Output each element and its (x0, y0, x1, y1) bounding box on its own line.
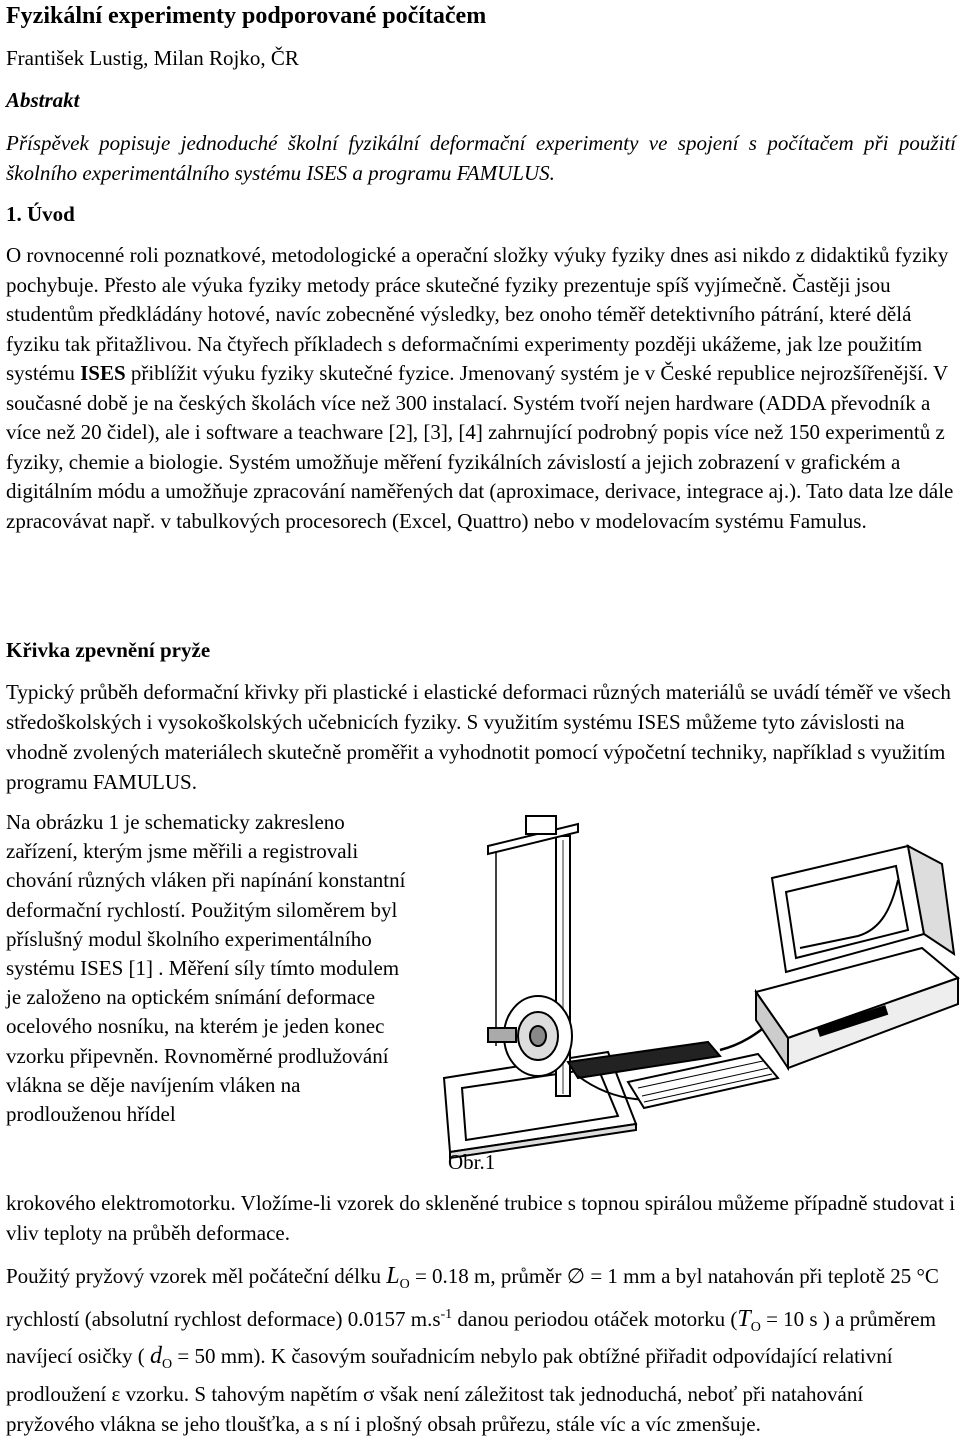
symbol-l: L (386, 1263, 400, 1289)
sample-text-4: danou periodou otáček motorku ( (452, 1306, 738, 1331)
paper-title: Fyzikální experimenty podporované počítačem (6, 3, 487, 29)
sample-text-3: = 1 mm a byl natahován při teplotě 25 °C rychlostí (absolutní rychlost deformace) 0.0157 m.s (6, 1264, 939, 1331)
section-heading-uvod: 1. Úvod (6, 202, 75, 226)
intro-paragraph (6, 241, 956, 536)
sample-text-6: = 50 mm). K časovým souřadnicím nebylo pak obtížné přiřadit odpovídající relativní prodloužení ε vzorku. S tahovým napětím σ však není záležitost tak jednoduchá, neboť při natahování pryžového vlákna se jeho tloušťka, a s ní i plošný obsah průřezu, stále víc a víc zmenšuje. (6, 1344, 893, 1436)
subscript-o: O (750, 1319, 761, 1335)
sample-text-2: = 0.18 m, průměr (409, 1264, 567, 1288)
figure-caption: Obr.1 (448, 1150, 496, 1174)
figure-continuation-text: krokového elektromotorku. Vložíme-li vzorek do skleněné trubice s topnou spirálou můžeme případně studovat i vliv teploty na průběh deformace. (6, 1191, 956, 1245)
symbol-t: T (737, 1305, 751, 1332)
abstract-text: Příspěvek popisuje jednoduché školní fyzikální deformační experimenty ve spojení s počítačem při použití školního experimentálního systému ISES a programu FAMULUS. (6, 131, 956, 185)
subscript-o: O (162, 1357, 173, 1373)
authors: František Lustig, Milan Rojko, ČR (6, 46, 299, 70)
symbol-d: d (150, 1343, 163, 1370)
sample-paragraph (6, 1262, 956, 1439)
intro-text-2: přiblížit výuku fyziky skutečné fyzice. Jmenovaný systém je v České republice nejrozšířenější. V současné době je na českých školách více než 300 instalací. Systém tvoří nejen hardware (ADDA převodník a více než 20 čidel), ale i software a teachware [2], [3], [4] zahrnující podrobný popis více než 150 experimentů z fyziky, chemie a biologie. Systém umožňuje měření fyzikálních závislostí a jejich zobrazení v grafickém a digitálním módu a umožňuje zpracování naměřených dat (aproximace, derivace, integrace aj.). Tato data lze dále zpracovávat např. v tabulkových procesorech (Excel, Quattro) nebo v modelovacím systému Famulus. (6, 361, 954, 533)
subscript-o: O (399, 1277, 410, 1293)
diameter-symbol: ∅ (566, 1264, 586, 1288)
abstract-heading: Abstrakt (6, 88, 80, 112)
section-heading-krivka: Křivka zpevnění pryže (6, 638, 211, 662)
sample-text-5: = 10 s ) a průměrem navíjecí osičky ( (6, 1306, 936, 1369)
figure-side-text: Na obrázku 1 je schematicky zakresleno zařízení, kterým jsme měřili a registrovali chování různých vláken při napínání konstantní deformační rychlostí. Použitým siloměrem byl příslušný modul školního experimentálního systému ISES [1] . Měření síly tímto modulem je založeno na optickém snímání deformace ocelového nosníku, na kterém je jeden konec vzorku připevněn. Rovnoměrné prodlužování vlákna se děje navíjením vláken na prodlouženou hřídel (6, 810, 406, 1127)
intro-text-1: O rovnocenné roli poznatkové, metodologické a operační složky výuky fyziky dnes asi nikdo z didaktiků fyziky pochybuje. Přesto ale výuka fyziky metody práce skutečné fyziky prezentuje spíš vyjímečně. Častěji jsou studentům předkládány hotové, navíc zobecněné výsledky, bez onoho téměř detektivního pátrání, které dělá fyziku tak přitažlivou. Na čtyřech příkladech s deformačními experimenty později ukážeme, jak lze použitím systému (6, 243, 949, 385)
apparatus-illustration (438, 806, 960, 1184)
intro-ises-bold: ISES (80, 361, 126, 385)
sample-text-1: Použitý pryžový vzorek měl počáteční délku (6, 1264, 387, 1288)
superscript-minus-one: -1 (440, 1306, 453, 1322)
krivka-paragraph: Typický průběh deformační křivky při plastické i elastické deformaci různých materiálů se uvádí téměř ve všech středoškolských i vysokoškolských učebnicích fyziky. S využitím systému ISES můžeme tyto závislosti na vhodně zvolených materiálech skutečně proměřit a vyhodnotit pomocí výpočetní techniky, například s využitím programu FAMULUS. (6, 680, 951, 794)
